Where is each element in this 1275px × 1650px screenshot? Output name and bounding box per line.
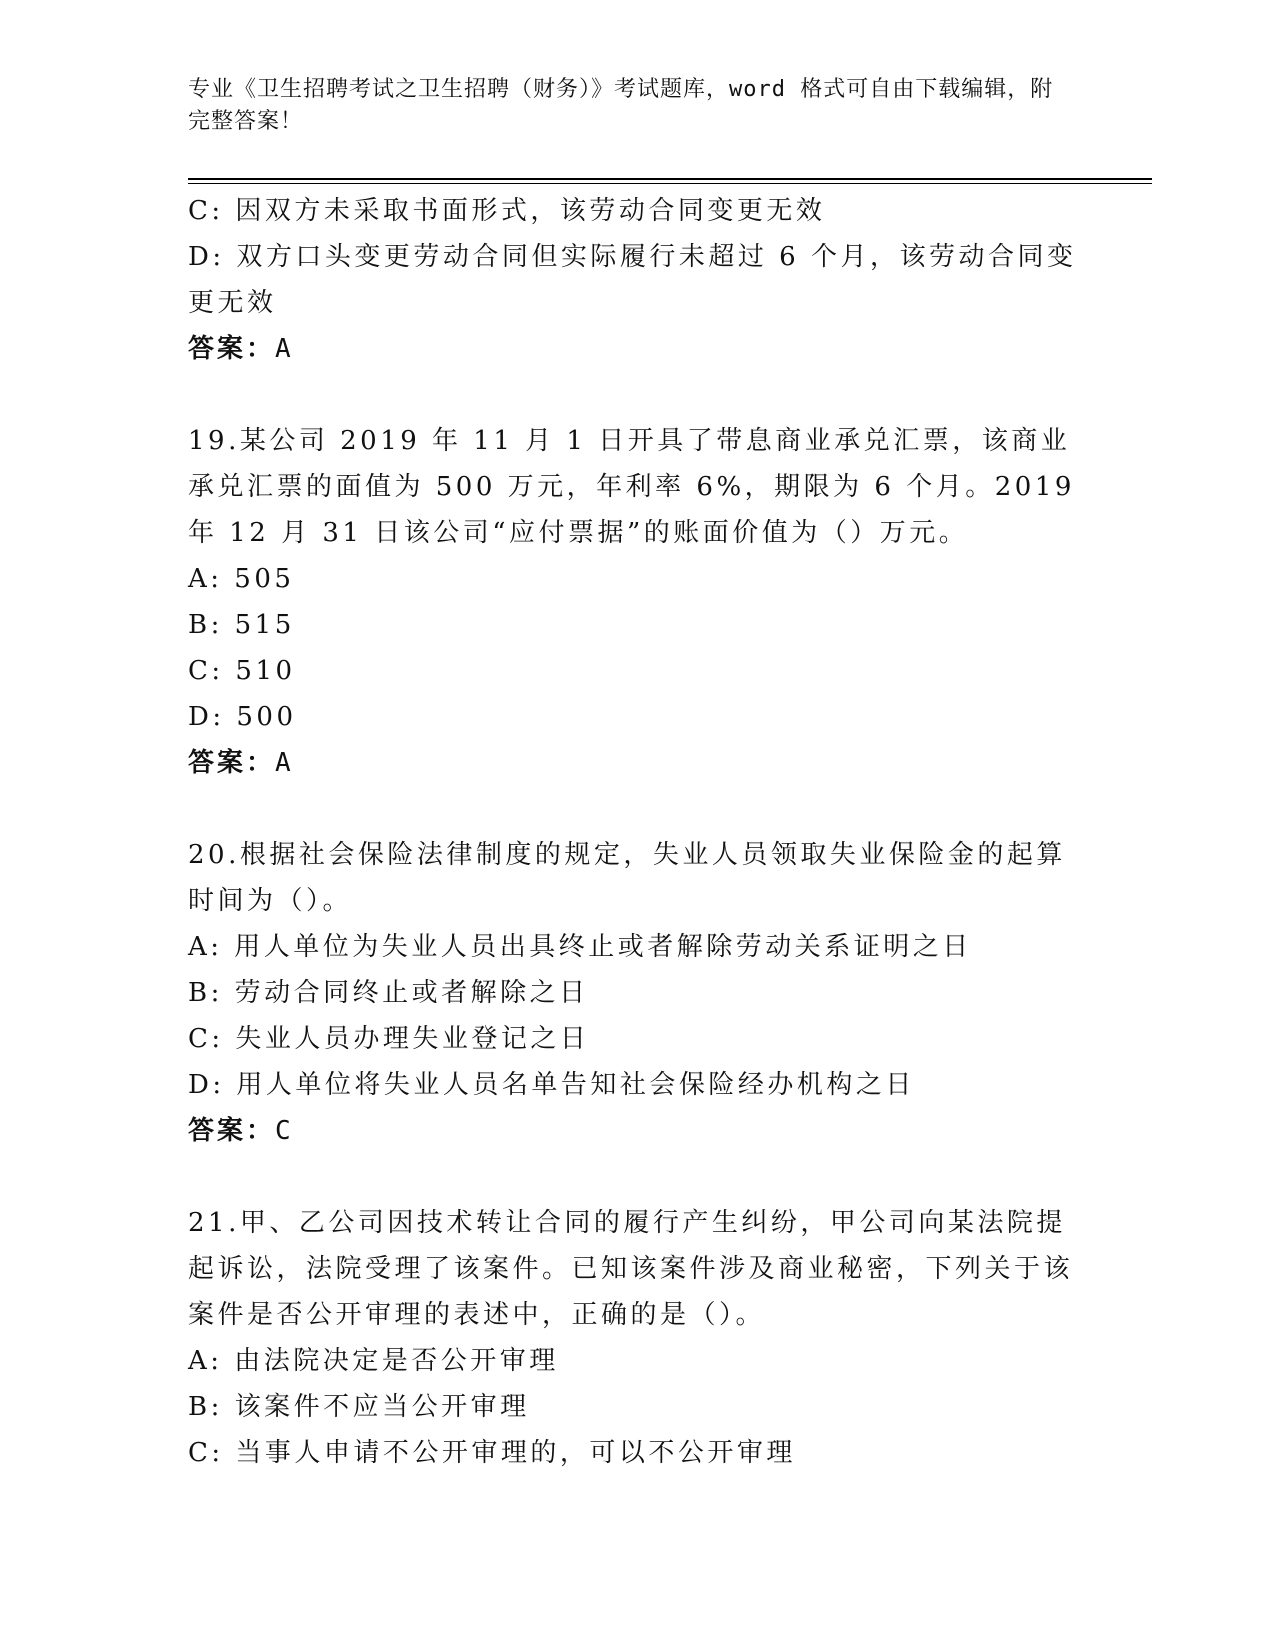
answer-line: [188, 326, 1078, 372]
answer-line: [188, 740, 1078, 786]
option-b: B: 劳动合同终止或者解除之日: [188, 978, 589, 1008]
header-rule-thin: [188, 183, 1152, 184]
header-rule-thick: [188, 178, 1152, 180]
option-d: D: 用人单位将失业人员名单告知社会保险经办机构之日: [188, 1070, 915, 1100]
option-d: D: 500: [188, 702, 297, 732]
answer-label: 答案：: [188, 1116, 276, 1146]
option-a: A: 由法院决定是否公开审理: [188, 1346, 559, 1376]
option-b: B: 该案件不应当公开审理: [188, 1392, 530, 1422]
question-stem: 19.某公司 2019 年 11 月 1 日开具了带息商业承兑汇票，该商业承兑汇票的面值为 500 万元，年利率 6%，期限为 6 个月。2019 年 12 月 31 日该公司“应付票据”的账面价值为（）万元。: [188, 426, 1075, 548]
spacer: [188, 372, 1078, 418]
question-stem: 20.根据社会保险法律制度的规定，失业人员领取失业保险金的起算时间为（）。: [188, 840, 1066, 916]
option-d: D: 双方口头变更劳动合同但实际履行未超过 6 个月，该劳动合同变更无效: [188, 242, 1077, 318]
option-c: C: 510: [188, 656, 296, 686]
option-b: B: 515: [188, 610, 295, 640]
question-19: [188, 418, 1078, 786]
question-21: [188, 1200, 1078, 1476]
option-c: C: 当事人申请不公开审理的，可以不公开审理: [188, 1438, 796, 1468]
answer-line: [188, 1108, 1078, 1154]
spacer: [188, 1154, 1078, 1200]
answer-value: A: [275, 748, 294, 778]
prev-question: [188, 188, 1078, 372]
question-content: [188, 188, 1078, 1476]
answer-value: A: [275, 334, 294, 364]
question-stem: 21.甲、乙公司因技术转让合同的履行产生纠纷，甲公司向某法院提起诉讼，法院受理了该案件。已知该案件涉及商业秘密，下列关于该案件是否公开审理的表述中，正确的是（）。: [188, 1208, 1074, 1330]
answer-value: C: [275, 1116, 294, 1146]
option-a: A: 505: [188, 564, 295, 594]
answer-label: 答案：: [188, 334, 276, 364]
option-a: A: 用人单位为失业人员出具终止或者解除劳动关系证明之日: [188, 932, 972, 962]
spacer: [188, 786, 1078, 832]
question-20: [188, 832, 1078, 1154]
page-header: 专业《卫生招聘考试之卫生招聘（财务）》考试题库，word 格式可自由下载编辑，附完整答案！: [188, 77, 1054, 134]
option-c: C: 因双方未采取书面形式，该劳动合同变更无效: [188, 196, 826, 226]
answer-label: 答案：: [188, 748, 276, 778]
option-c: C: 失业人员办理失业登记之日: [188, 1024, 590, 1054]
